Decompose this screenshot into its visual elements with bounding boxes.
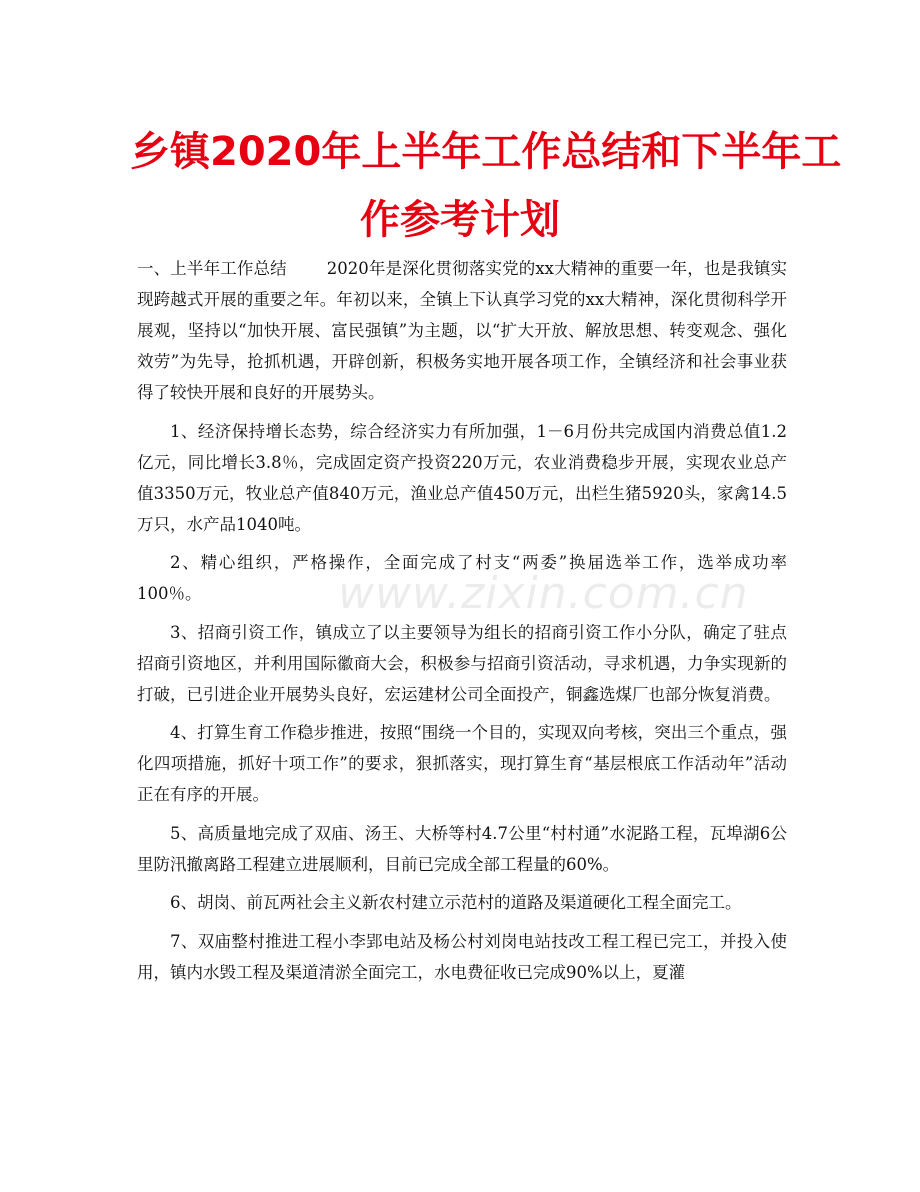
item-paragraph-2: 2、精心组织，严格操作，全面完成了村支“两委”换届选举工作，选举成功率100％。 (137, 553, 787, 603)
item-paragraph-4: 4、打算生育工作稳步推进，按照“围绕一个目的，实现双向考核，突出三个重点，强化四项措施，抓好十项工作”的要求，狠抓落实，现打算生育“基层根底工作活动年”活动正在有序的开展。 (137, 723, 787, 804)
watermark: www.zixin.com.cn (338, 568, 749, 619)
intro-paragraph (137, 253, 787, 408)
document-body (137, 253, 787, 995)
document-title-line-1: 乡镇2020年上半年工作总结和下半年工 (130, 129, 842, 175)
item-paragraph-3: 3、招商引资工作，镇成立了以主要领导为组长的招商引资工作小分队，确定了驻点招商引资地区，并利用国际徽商大会，积极参与招商引资活动，寻求机遇，力争实现新的打破，已引进企业开展势头良好，宏运建材公司全面投产，铜鑫选煤厂也部分恢复消费。 (137, 622, 787, 704)
item-paragraph-1: 1、经济保持增长态势，综合经济实力有所加强，1－6月份共完成国内消费总值1.2亿元，同比增长3.8％，完成固定资产投资220万元，农业消费稳步开展，实现农业总产值3350万元，牧业总产值840万元，渔业总产值450万元，出栏生猪5920头，家禽14.5万只，水产品1040吨。 (137, 421, 787, 534)
item-paragraph-5: 5、高质量地完成了双庙、汤王、大桥等村4.7公里“村村通”水泥路工程，瓦埠湖6公里防汛撤离路工程建立进展顺利，目前已完成全部工程量的60%。 (137, 823, 787, 874)
item-paragraph-6: 6、胡岗、前瓦两社会主义新农村建立示范村的道路及渠道硬化工程全面完工。 (170, 893, 742, 912)
document-title-line-2: 作参考计划 (360, 197, 560, 243)
section-heading: 一、上半年工作总结 (137, 259, 287, 278)
item-paragraph-7: 7、双庙整村推进工程小李郢电站及杨公村刘岗电站技改工程工程已完工，并投入使用，镇内水毁工程及渠道清淤全面完工，水电费征收已完成90%以上，夏灌 (137, 931, 787, 982)
intro-text: 2020年是深化贯彻落实党的xx大精神的重要一年，也是我镇实现跨越式开展的重要之年。年初以来，全镇上下认真学习党的xx大精神，深化贯彻科学开展观，坚持以“加快开展、富民强镇”为主题，以“扩大开放、解放思想、转变观念、强化效劳”为先导，抢抓机遇，开辟创新，积极务实地开展各项工作，全镇经济和社会事业获得了较快开展和良好的开展势头。 (137, 259, 787, 402)
